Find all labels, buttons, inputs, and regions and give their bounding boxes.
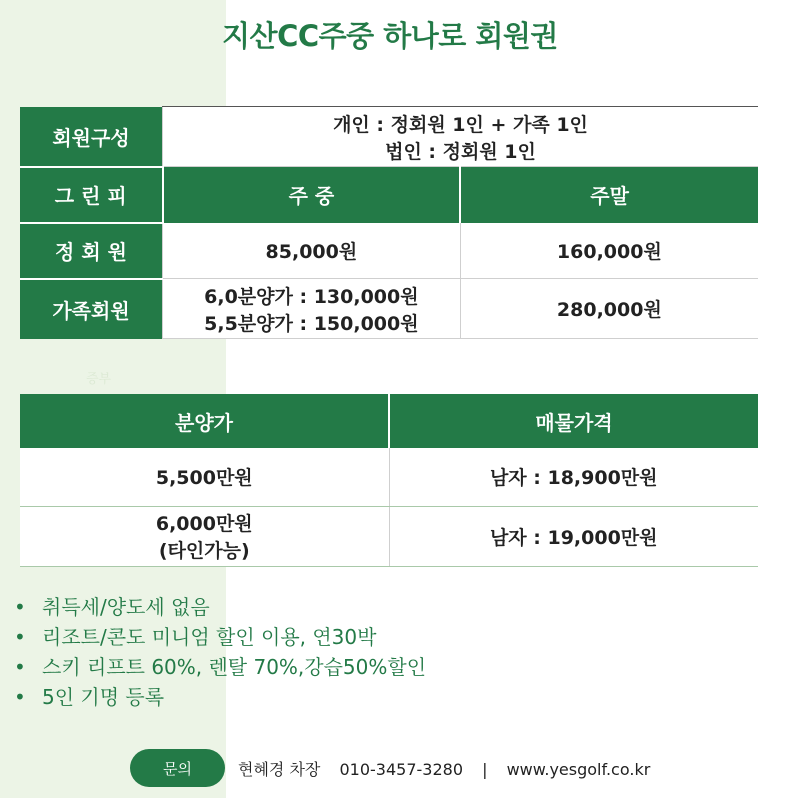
regular-weekday-fee: 85,000원	[163, 223, 461, 279]
offer-price: 5,500만원	[20, 448, 389, 506]
list-item	[14, 622, 426, 652]
offer-price-line: (타인가능)	[158, 540, 250, 562]
table-row	[20, 394, 758, 448]
list-item	[14, 592, 426, 622]
contact-info	[238, 757, 664, 780]
bullet-icon: •	[14, 685, 26, 709]
weekend-header: 주말	[460, 167, 758, 223]
website-link[interactable]: www.yesgolf.co.kr	[506, 759, 651, 779]
price-table	[20, 394, 758, 567]
offer-price	[20, 506, 389, 566]
contact-footer	[130, 749, 690, 787]
family-weekend-fee: 280,000원	[460, 279, 758, 339]
weekday-header: 주 중	[163, 167, 461, 223]
family-fee-line: 5,5분양가 : 150,000원	[204, 312, 419, 335]
faint-text: 증부	[86, 372, 112, 387]
list-item-text: 취득세/양도세 없음	[42, 595, 210, 619]
bullet-icon: •	[14, 595, 26, 619]
table-row	[20, 279, 758, 339]
bullet-icon: •	[14, 655, 26, 679]
table-row	[20, 223, 758, 279]
table-row	[20, 107, 758, 167]
membership-table	[20, 106, 758, 339]
contact-phone[interactable]: 010-3457-3280	[339, 759, 463, 779]
contact-name: 현혜경 차장	[238, 759, 321, 779]
composition-line: 법인 : 정회원 1인	[385, 140, 536, 163]
market-price: 남자 : 18,900만원	[389, 448, 758, 506]
composition-line: 개인 : 정회원 1인 + 가족 1인	[333, 113, 588, 136]
bullet-icon: •	[14, 625, 26, 649]
family-member-label: 가족회원	[20, 279, 163, 339]
family-weekday-fee	[163, 279, 461, 339]
table-row	[20, 506, 758, 566]
footer-separator: |	[482, 759, 488, 779]
offer-price-header: 분양가	[20, 394, 389, 448]
market-price-header: 매물가격	[389, 394, 758, 448]
regular-weekend-fee: 160,000원	[460, 223, 758, 279]
family-fee-line: 6,0분양가 : 130,000원	[204, 285, 419, 308]
table-row	[20, 448, 758, 506]
composition-label: 회원구성	[20, 107, 163, 167]
list-item	[14, 682, 426, 712]
page-title: 지산CC주중 하나로 회원권	[222, 19, 558, 53]
greenfee-label: 그 린 피	[20, 167, 163, 223]
regular-member-label: 정 회 원	[20, 223, 163, 279]
table-row	[20, 167, 758, 223]
composition-value	[163, 107, 759, 167]
inquiry-button[interactable]: 문의	[130, 749, 225, 787]
market-price: 남자 : 19,000만원	[389, 506, 758, 566]
list-item-text: 스키 리프트 60%, 렌탈 70%,강습50%할인	[42, 655, 427, 679]
offer-price-line: 6,000만원	[155, 513, 253, 535]
list-item-text: 리조트/콘도 미니엄 할인 이용, 연30박	[42, 625, 377, 649]
list-item	[14, 652, 426, 682]
list-item-text: 5인 기명 등록	[42, 685, 165, 709]
benefit-list	[14, 592, 426, 712]
